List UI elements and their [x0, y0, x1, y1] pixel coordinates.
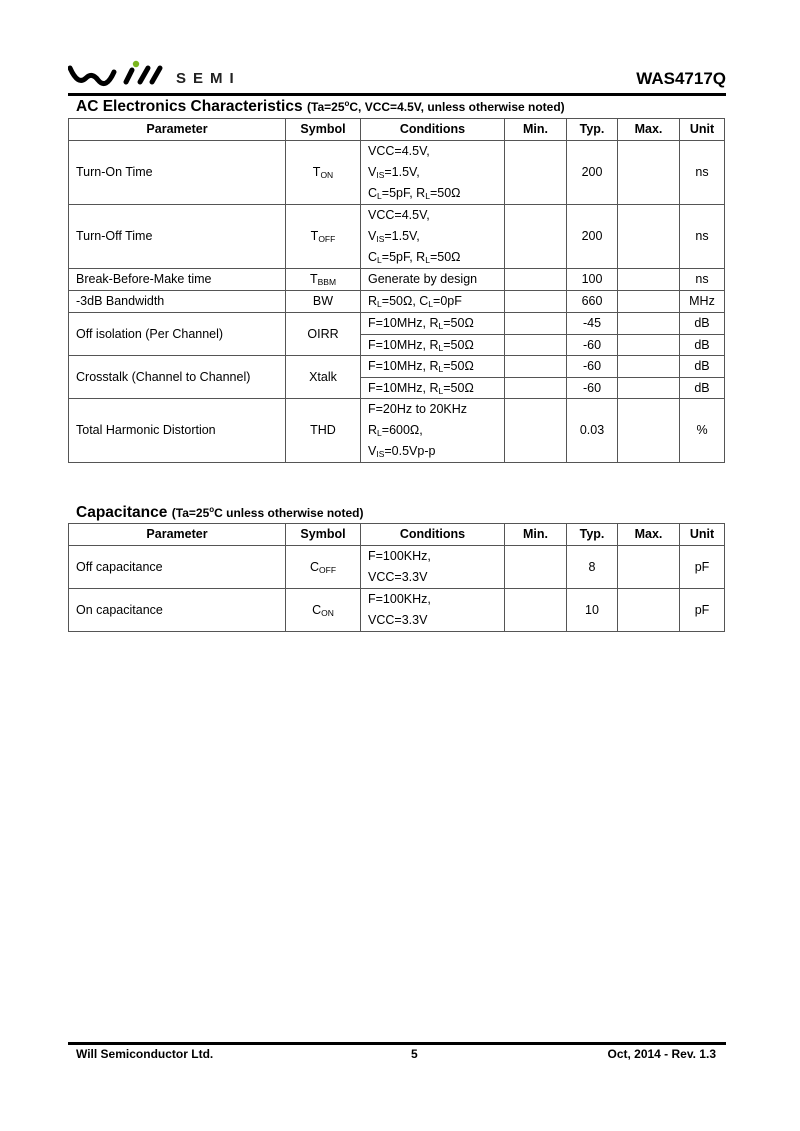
subscript-text: L	[438, 385, 444, 396]
condition-text: =600Ω,	[381, 423, 423, 437]
column-header: Symbol	[286, 524, 361, 546]
condition-text: C	[368, 186, 378, 200]
condition-text: =0.5Vp-p	[384, 444, 436, 458]
unit-cell: pF	[680, 589, 725, 632]
cap-section-title	[76, 504, 364, 522]
condition-text: V	[368, 444, 377, 458]
condition-text: VCC=4.5V,	[368, 208, 430, 222]
table-row	[69, 399, 725, 463]
min-cell	[505, 589, 567, 632]
unit-cell: dB	[680, 377, 725, 399]
ac-characteristics-table	[68, 118, 725, 463]
condition-line	[368, 269, 504, 290]
will-semi-logo-icon	[68, 60, 172, 90]
condition-text: R	[368, 423, 378, 437]
ac-title: AC Electronics Characteristics	[76, 98, 303, 115]
conditions-cell	[361, 377, 505, 399]
subscript-text: L	[428, 299, 434, 309]
conditions-cell	[361, 141, 505, 205]
footer-company: Will Semiconductor Ltd.	[76, 1047, 214, 1061]
condition-text: =50Ω	[443, 359, 474, 373]
typ-cell: 660	[567, 291, 618, 313]
column-header: Parameter	[69, 119, 286, 141]
cap-title: Capacitance	[76, 504, 168, 521]
symbol-text: C	[309, 559, 320, 574]
subscript-text: L	[425, 255, 430, 265]
max-cell	[618, 356, 680, 378]
condition-text: =0pF	[433, 294, 462, 308]
condition-text: VCC=3.3V	[368, 570, 428, 584]
condition-text: F=10MHz, R	[368, 337, 439, 352]
typ-cell: 200	[567, 141, 618, 205]
footer-divider	[68, 1042, 726, 1045]
page-header	[68, 56, 726, 96]
symbol-cell	[286, 399, 361, 463]
typ-cell: 200	[567, 205, 618, 269]
column-header: Min.	[505, 524, 567, 546]
symbol-cell	[286, 589, 361, 632]
max-cell	[618, 141, 680, 205]
symbol-subscript: BBM	[317, 277, 337, 288]
subscript-text: IS	[376, 170, 385, 180]
conditions-cell	[361, 205, 505, 269]
condition-line	[368, 291, 504, 312]
max-cell	[618, 205, 680, 269]
unit-cell: ns	[680, 205, 725, 269]
column-header: Conditions	[361, 524, 505, 546]
column-header: Unit	[680, 524, 725, 546]
symbol-text: Xtalk	[309, 369, 337, 384]
min-cell	[505, 546, 567, 589]
ac-section-title	[76, 98, 565, 116]
conditions-cell	[361, 291, 505, 313]
condition-text: R	[368, 294, 378, 308]
min-cell	[505, 334, 567, 356]
table-row	[69, 356, 725, 378]
condition-text: =5pF, R	[381, 186, 426, 200]
condition-text: =50Ω	[443, 380, 474, 395]
conditions-cell	[361, 589, 505, 632]
conditions-cell	[361, 546, 505, 589]
condition-line	[368, 441, 504, 462]
table-row	[69, 141, 725, 205]
max-cell	[618, 334, 680, 356]
unit-cell: dB	[680, 356, 725, 378]
condition-text: C	[368, 250, 378, 264]
conditions-cell	[361, 356, 505, 378]
cap-conditions-note: ($Ta=25^oC$ unless otherwise noted)	[171, 505, 364, 520]
footer-date-revision: Oct, 2014 - Rev. 1.3	[607, 1047, 716, 1061]
min-cell	[505, 399, 567, 463]
condition-line	[368, 399, 504, 420]
column-header: Typ.	[567, 524, 618, 546]
condition-text: F=10MHz, R	[368, 359, 439, 373]
condition-text: =50Ω	[443, 316, 474, 330]
condition-line	[368, 226, 504, 247]
column-header: Typ.	[567, 119, 618, 141]
max-cell	[618, 589, 680, 632]
max-cell	[618, 546, 680, 589]
condition-line	[368, 610, 504, 631]
conditions-cell	[361, 313, 505, 335]
symbol-text: BW	[312, 294, 334, 309]
condition-text: F=100KHz,	[368, 592, 431, 606]
max-cell	[618, 377, 680, 399]
condition-text: =50Ω, C	[381, 294, 429, 308]
typ-cell: -60	[567, 334, 618, 356]
typ-cell: 8	[567, 546, 618, 589]
brand-text: SEMI	[176, 70, 241, 87]
typ-cell: -45	[567, 313, 618, 335]
unit-cell: %	[680, 399, 725, 463]
max-cell	[618, 269, 680, 291]
condition-text: F=10MHz, R	[368, 316, 439, 330]
column-header: Max.	[618, 524, 680, 546]
condition-line	[368, 546, 504, 567]
condition-line	[368, 141, 504, 162]
condition-line	[368, 162, 504, 183]
symbol-text: T	[309, 272, 318, 287]
condition-line	[368, 589, 504, 610]
symbol-cell	[286, 546, 361, 589]
condition-text: =50Ω	[443, 337, 474, 352]
min-cell	[505, 141, 567, 205]
table-row	[69, 269, 725, 291]
company-logo	[68, 60, 268, 90]
symbol-cell	[286, 205, 361, 269]
header-divider	[68, 93, 726, 96]
table-header-row	[69, 119, 725, 141]
condition-text: =1.5V,	[384, 229, 420, 243]
subscript-text: L	[377, 255, 382, 265]
condition-line	[368, 247, 504, 268]
page-number: 5	[411, 1047, 418, 1061]
ac-conditions-note: ($Ta=25^oC$, VCC=4.5V, unless otherwise noted)	[307, 99, 565, 114]
min-cell	[505, 291, 567, 313]
conditions-cell	[361, 334, 505, 356]
column-header: Min.	[505, 119, 567, 141]
condition-text: F=20Hz to 20KHz	[368, 402, 468, 416]
unit-cell: MHz	[680, 291, 725, 313]
condition-text: =5pF, R	[381, 250, 426, 264]
symbol-cell	[286, 291, 361, 313]
table-row	[69, 205, 725, 269]
condition-text: V	[368, 165, 377, 179]
column-header: Unit	[680, 119, 725, 141]
symbol-text: T	[310, 229, 319, 244]
condition-line	[368, 205, 504, 226]
parameter-cell: Turn-On Time	[69, 141, 286, 205]
condition-text: F=100KHz,	[368, 549, 431, 563]
unit-cell: ns	[680, 269, 725, 291]
condition-line	[368, 420, 504, 441]
symbol-cell	[286, 356, 361, 399]
subscript-text: L	[438, 321, 444, 331]
symbol-subscript: ON	[321, 607, 334, 618]
subscript-text: L	[438, 364, 444, 374]
unit-cell: dB	[680, 334, 725, 356]
min-cell	[505, 377, 567, 399]
table-row	[69, 546, 725, 589]
condition-text: VCC=4.5V,	[368, 144, 430, 158]
column-header: Max.	[618, 119, 680, 141]
parameter-cell: Off capacitance	[69, 546, 286, 589]
min-cell	[505, 313, 567, 335]
symbol-subscript: OFF	[318, 234, 336, 245]
condition-text: V	[368, 229, 377, 243]
subscript-text: L	[425, 191, 430, 201]
table-row	[69, 291, 725, 313]
capacitance-table	[68, 523, 725, 632]
parameter-cell: Break-Before-Make time	[69, 269, 286, 291]
table-row	[69, 313, 725, 335]
condition-text: =50Ω	[429, 186, 461, 200]
subscript-text: L	[377, 299, 382, 309]
typ-cell: -60	[567, 377, 618, 399]
unit-cell: pF	[680, 546, 725, 589]
unit-cell: dB	[680, 313, 725, 335]
symbol-cell	[286, 269, 361, 291]
subscript-text: L	[377, 191, 382, 201]
condition-text: VCC=3.3V	[368, 613, 428, 627]
symbol-text: T	[312, 165, 321, 180]
min-cell	[505, 356, 567, 378]
max-cell	[618, 313, 680, 335]
unit-cell: ns	[680, 141, 725, 205]
symbol-text: OIRR	[307, 326, 339, 341]
symbol-subscript: ON	[320, 170, 334, 181]
table-row	[69, 589, 725, 632]
parameter-cell: Crosstalk (Channel to Channel)	[69, 356, 286, 399]
parameter-cell: Off isolation (Per Channel)	[69, 313, 286, 356]
typ-cell: 0.03	[567, 399, 618, 463]
symbol-text: THD	[310, 423, 336, 438]
table-header-row	[69, 524, 725, 546]
conditions-cell	[361, 399, 505, 463]
subscript-text: IS	[376, 234, 385, 244]
symbol-subscript: OFF	[319, 564, 337, 575]
condition-line	[368, 183, 504, 204]
parameter-cell: Total Harmonic Distortion	[69, 399, 286, 463]
subscript-text: L	[377, 428, 382, 438]
max-cell	[618, 399, 680, 463]
column-header: Parameter	[69, 524, 286, 546]
symbol-text: C	[312, 602, 322, 617]
condition-text: Generate by design	[368, 272, 478, 286]
column-header: Conditions	[361, 119, 505, 141]
min-cell	[505, 205, 567, 269]
symbol-cell	[286, 141, 361, 205]
max-cell	[618, 291, 680, 313]
typ-cell: -60	[567, 356, 618, 378]
min-cell	[505, 269, 567, 291]
parameter-cell: On capacitance	[69, 589, 286, 632]
conditions-cell	[361, 269, 505, 291]
condition-text: F=10MHz, R	[368, 380, 439, 395]
condition-line	[368, 567, 504, 588]
condition-text: =50Ω	[429, 250, 461, 264]
parameter-cell: -3dB Bandwidth	[69, 291, 286, 313]
typ-cell: 10	[567, 589, 618, 632]
column-header: Symbol	[286, 119, 361, 141]
part-number: WAS4717Q	[636, 69, 726, 88]
typ-cell: 100	[567, 269, 618, 291]
subscript-text: L	[438, 342, 444, 353]
parameter-cell: Turn-Off Time	[69, 205, 286, 269]
symbol-cell	[286, 313, 361, 356]
subscript-text: IS	[376, 449, 385, 459]
condition-text: =1.5V,	[384, 165, 420, 179]
